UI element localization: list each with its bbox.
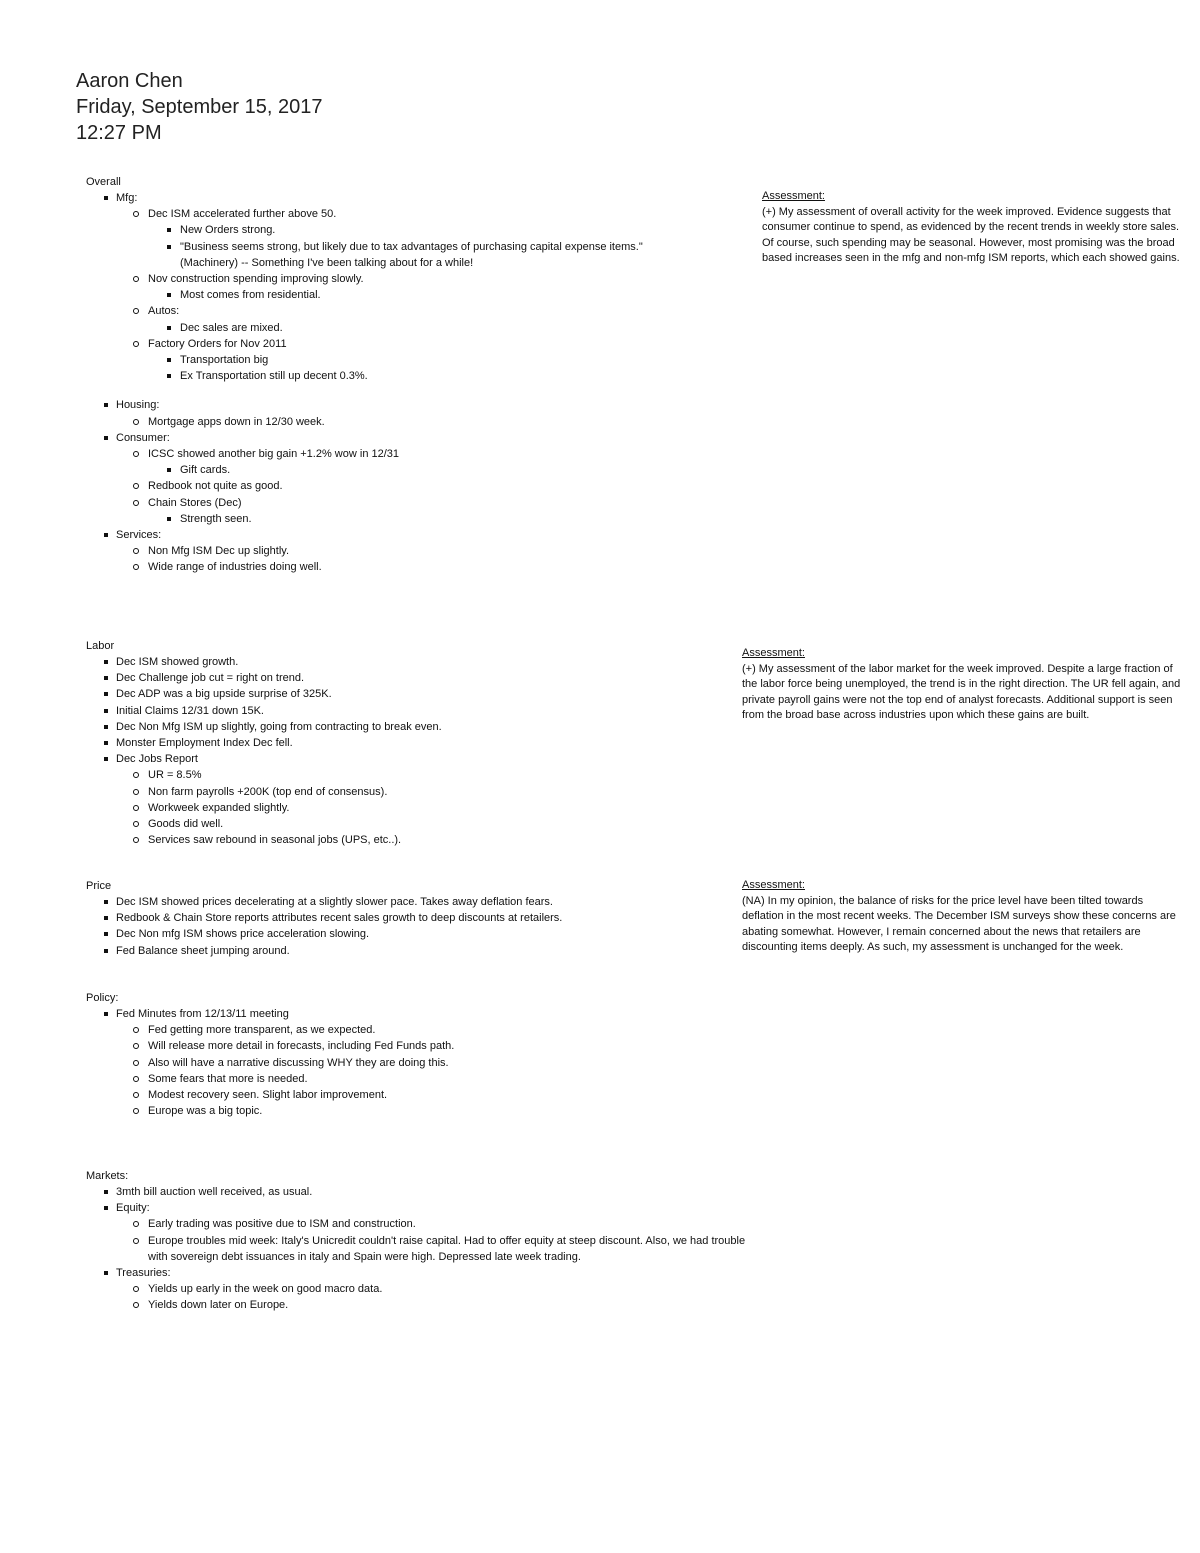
list-item: Dec Non Mfg ISM up slightly, going from contracting to break even. <box>86 719 442 735</box>
list-item: Yields up early in the week on good macro data. <box>86 1281 748 1297</box>
assessment-heading: Assessment: <box>742 647 805 659</box>
section-title-labor: Labor <box>86 640 115 652</box>
list-item: Also will have a narrative discussing WHY they are doing this. <box>86 1055 454 1071</box>
overall-section <box>86 174 643 576</box>
price-assessment <box>742 878 1182 956</box>
section-title-policy: Policy: <box>86 992 119 1004</box>
list-item: Non farm payrolls +200K (top end of consensus). <box>86 784 442 800</box>
list-item: Dec Non mfg ISM shows price acceleration slowing. <box>86 926 562 942</box>
list-item: Fed Minutes from 12/13/11 meeting <box>86 1006 454 1022</box>
price-section <box>86 878 562 959</box>
note-time: 12:27 PM <box>76 122 162 144</box>
list-item: Services saw rebound in seasonal jobs (UPS, etc..). <box>86 832 442 848</box>
markets-list <box>86 1184 748 1314</box>
list-item: Some fears that more is needed. <box>86 1071 454 1087</box>
list-item: "Business seems strong, but likely due to tax advantages of purchasing capital expense items." <box>86 239 643 255</box>
list-item: Mortgage apps down in 12/30 week. <box>86 414 643 430</box>
list-item: Consumer: <box>86 430 643 446</box>
assessment-text: (NA) In my opinion, the balance of risks for the price level have been tilted towards deflation in the most recent weeks. The December ISM surveys show these concerns are abating somewhat. However, I remain concerned about the news that retailers are discounting items deeply. As such, my assessment is unchanged for the week. <box>742 894 1176 954</box>
price-list <box>86 894 562 959</box>
list-item: Monster Employment Index Dec fell. <box>86 735 442 751</box>
list-item: Factory Orders for Nov 2011 <box>86 336 643 352</box>
list-item: Early trading was positive due to ISM and construction. <box>86 1216 748 1232</box>
assessment-heading: Assessment: <box>762 190 825 202</box>
policy-list <box>86 1006 454 1119</box>
author-name: Aaron Chen <box>76 70 183 92</box>
policy-section <box>86 990 454 1119</box>
list-item: Redbook & Chain Store reports attributes recent sales growth to deep discounts at retailers. <box>86 910 562 926</box>
assessment-text: (+) My assessment of overall activity for the week improved. Evidence suggests that consumer continue to spend, as evidenced by the recent trends in weekly store sales. Of course, such spending may be seasonal. However, most promising was the broad based increases seen in the mfg and non-mfg ISM reports, which each showed gains. <box>762 205 1180 265</box>
list-item: Housing: <box>86 397 643 413</box>
list-item: Dec ISM showed prices decelerating at a slightly slower pace. Takes away deflation fears. <box>86 894 562 910</box>
list-item: 3mth bill auction well received, as usual. <box>86 1184 748 1200</box>
assessment-text: (+) My assessment of the labor market for the week improved. Despite a large fraction of the labor force being unemployed, the trend is in the right direction. The UR fell again, and private payroll gains were not the top end of analyst forecasts. Additional support is seen from the broad base across industries upon which these gains are built. <box>742 662 1181 722</box>
list-item: Services: <box>86 527 643 543</box>
list-item: Fed Balance sheet jumping around. <box>86 943 562 959</box>
list-item: Most comes from residential. <box>86 287 643 303</box>
labor-assessment <box>742 646 1182 724</box>
list-item: Fed getting more transparent, as we expected. <box>86 1022 454 1038</box>
list-item: Redbook not quite as good. <box>86 478 643 494</box>
list-item: Will release more detail in forecasts, including Fed Funds path. <box>86 1038 454 1054</box>
list-item: Dec Jobs Report <box>86 751 442 767</box>
list-item: Goods did well. <box>86 816 442 832</box>
list-item: Chain Stores (Dec) <box>86 495 643 511</box>
list-item: Workweek expanded slightly. <box>86 800 442 816</box>
list-item: Gift cards. <box>86 462 643 478</box>
note-header <box>76 68 322 146</box>
note-date: Friday, September 15, 2017 <box>76 96 323 118</box>
overall-list <box>86 190 643 576</box>
section-title-price: Price <box>86 880 112 892</box>
list-item: Non Mfg ISM Dec up slightly. <box>86 543 643 559</box>
list-item: Wide range of industries doing well. <box>86 559 643 575</box>
list-item: ICSC showed another big gain +1.2% wow in 12/31 <box>86 446 643 462</box>
list-item: Dec ISM showed growth. <box>86 654 442 670</box>
list-item: Autos: <box>86 303 643 319</box>
overall-assessment <box>762 189 1187 267</box>
list-item: Transportation big <box>86 352 643 368</box>
list-item: Dec sales are mixed. <box>86 320 643 336</box>
list-item: Treasuries: <box>86 1265 748 1281</box>
list-item: Europe was a big topic. <box>86 1103 454 1119</box>
list-item: Ex Transportation still up decent 0.3%. <box>86 368 643 384</box>
labor-list <box>86 654 442 848</box>
section-title-overall: Overall <box>86 176 121 188</box>
list-item: Equity: <box>86 1200 748 1216</box>
section-title-markets: Markets: <box>86 1170 129 1182</box>
list-item-continuation: (Machinery) -- Something I've been talking about for a while! <box>180 256 474 269</box>
list-item: Modest recovery seen. Slight labor improvement. <box>86 1087 454 1103</box>
list-item: Nov construction spending improving slowly. <box>86 271 643 287</box>
list-item: Initial Claims 12/31 down 15K. <box>86 703 442 719</box>
list-item: Strength seen. <box>86 511 643 527</box>
list-item: Europe troubles mid week: Italy's Unicredit couldn't raise capital. Had to offer equity at steep discount. Also, we had trouble with sovereign debt issuances in italy and Spain were high. Depressed late week trading. <box>86 1233 748 1265</box>
list-item: Dec ADP was a big upside surprise of 325K. <box>86 686 442 702</box>
list-item: UR = 8.5% <box>86 767 442 783</box>
list-item: Mfg: <box>86 190 643 206</box>
assessment-heading: Assessment: <box>742 879 805 891</box>
list-item: Dec ISM accelerated further above 50. <box>86 206 643 222</box>
markets-section <box>86 1168 748 1314</box>
list-item: Dec Challenge job cut = right on trend. <box>86 670 442 686</box>
list-item: New Orders strong. <box>86 222 643 238</box>
list-item: Yields down later on Europe. <box>86 1297 748 1313</box>
labor-section <box>86 638 442 848</box>
